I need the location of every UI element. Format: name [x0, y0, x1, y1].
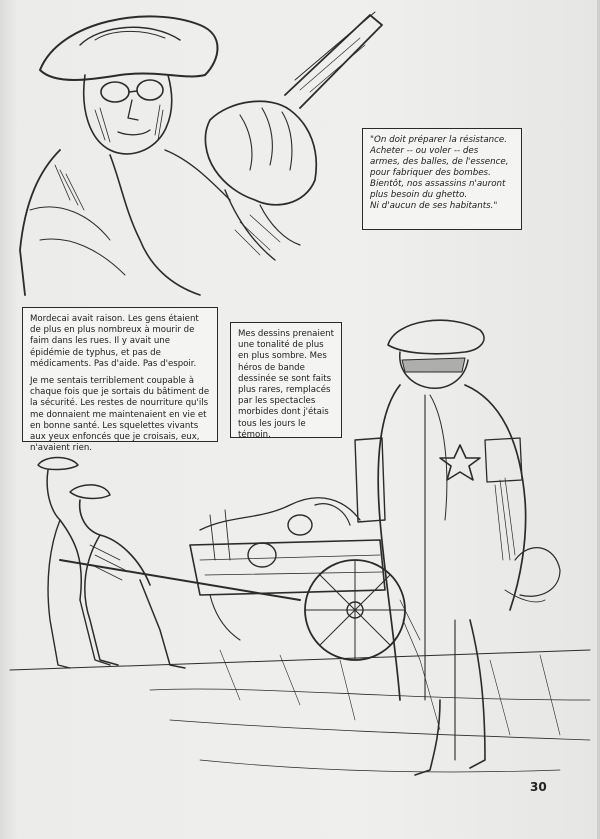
quote-caption — [362, 128, 522, 230]
mordecai-paragraph-1: Mordecai avait raison. Les gens étaient de plus en plus nombreux à mourir de faim dans les rues. Il y avait une épidémie de typhus, et pas de médicaments. Pas d'aide. Pas d'espoir. — [30, 314, 199, 369]
mordecai-paragraph-2: Je me sentais terriblement coupable à chaque fois que je sortais du bâtiment de la sécurité. Les restes de nourriture qu'ils me donnaient me maintenaient en vie et en bonne santé. Les squelettes vivants aux yeux enfoncés que je croisais, eux, n'avaient rien. — [30, 376, 210, 454]
quote-line: armes, des balles, de l'essence, — [370, 157, 509, 167]
quote-line: Bientôt, nos assassins n'auront — [370, 179, 506, 189]
quote-line: plus besoin du ghetto. — [370, 190, 468, 200]
page-number: 30 — [530, 780, 547, 794]
quote-line: Acheter -- ou voler -- des — [370, 146, 479, 156]
dessins-text: Mes dessins prenaient une tonalité de plus en plus sombre. Mes héros de bande dessinée se sont faits plus rares, remplacés par les spectacles morbides dont j'étais tous les jours le témoin. — [238, 329, 334, 440]
dessins-caption — [230, 322, 342, 438]
quote-line: Ni d'aucun de ses habitants." — [370, 201, 498, 211]
quote-line: "On doit préparer la résistance. — [370, 135, 508, 145]
mordecai-caption — [22, 307, 218, 454]
man-with-pistol-drawing — [20, 12, 382, 295]
standing-man-drawing — [355, 320, 560, 775]
quote-line: pour fabriquer des bombes. — [370, 168, 491, 178]
